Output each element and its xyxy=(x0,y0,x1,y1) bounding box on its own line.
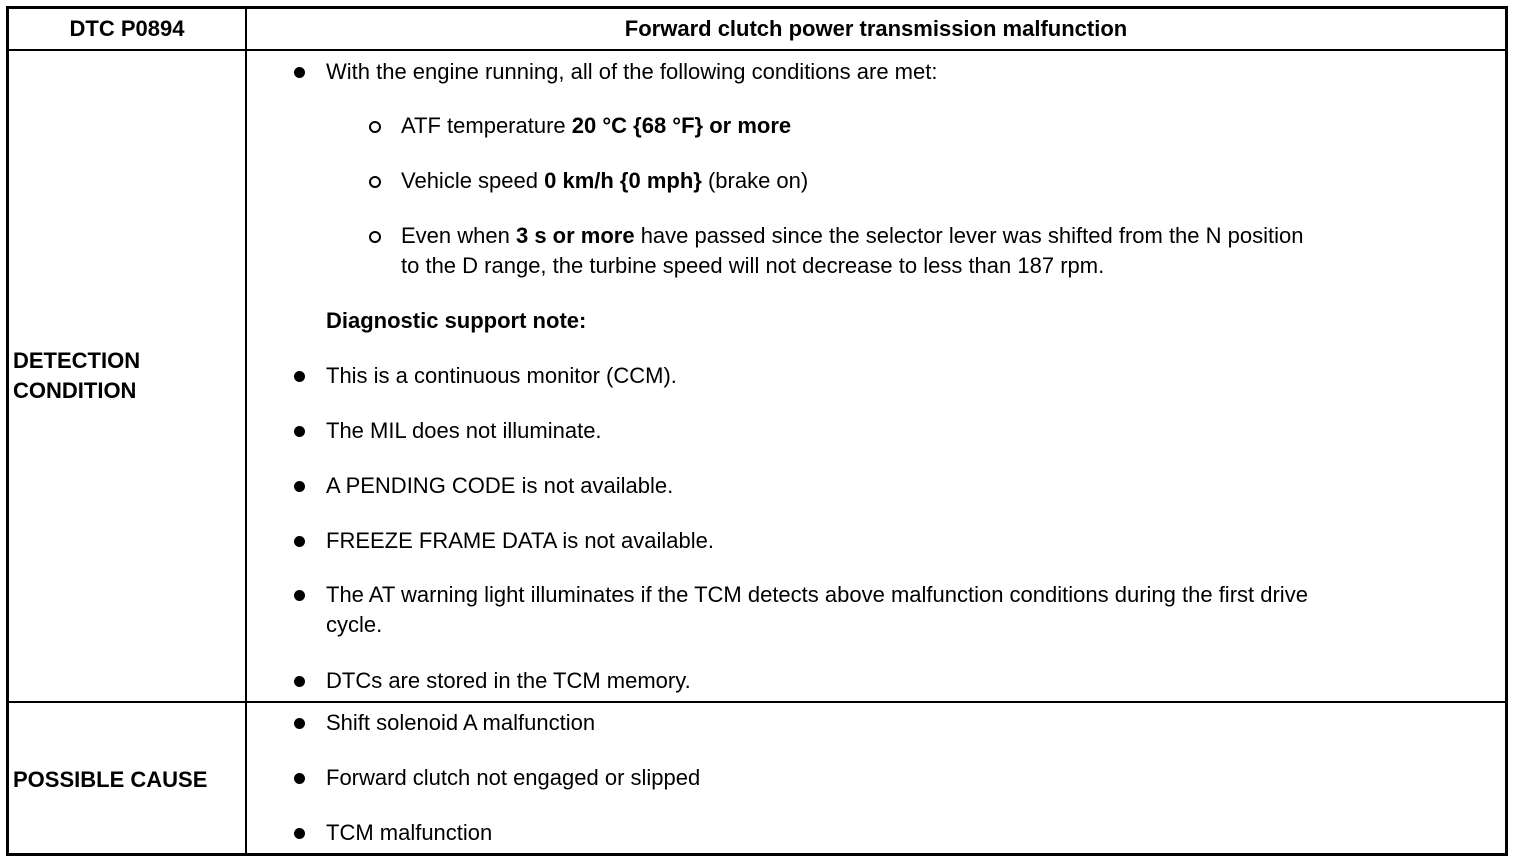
note-continuous-monitor: This is a continuous monitor (CCM). xyxy=(326,363,677,388)
note-freeze-frame: FREEZE FRAME DATA is not available. xyxy=(326,528,714,553)
cause-forward-clutch: Forward clutch not engaged or slipped xyxy=(326,765,701,790)
detection-label-line1: DETECTION xyxy=(13,348,141,373)
condition-atf-temperature: ATF temperature 20 °C {68 °F} or more xyxy=(401,113,792,138)
condition-turbine-speed: Even when 3 s or more have passed since the selector lever was shifted from the N position xyxy=(401,223,1304,248)
detection-intro: With the engine running, all of the following conditions are met: xyxy=(326,59,938,84)
circle-bullet-icon xyxy=(369,231,381,243)
note-pending-code: A PENDING CODE is not available. xyxy=(326,473,674,498)
note-dtcs-stored: DTCs are stored in the TCM memory. xyxy=(326,668,691,693)
dtc-description: Forward clutch power transmission malfunction xyxy=(624,16,1128,41)
dtc-code: DTC P0894 xyxy=(69,16,185,41)
bullet-icon xyxy=(294,773,305,784)
condition-turbine-speed-cont: to the D range, the turbine speed will not decrease to less than 187 rpm. xyxy=(401,253,1105,278)
bullet-icon xyxy=(294,828,305,839)
note-mil: The MIL does not illuminate. xyxy=(326,418,602,443)
note-at-warning-light-cont: cycle. xyxy=(326,612,383,637)
note-at-warning-light: The AT warning light illuminates if the TCM detects above malfunction conditions during the first drive xyxy=(326,582,1308,607)
detection-condition-label xyxy=(13,346,140,406)
bullet-icon xyxy=(294,67,305,78)
bullet-icon xyxy=(294,676,305,687)
column-divider xyxy=(245,9,247,853)
bullet-icon xyxy=(294,718,305,729)
bullet-icon xyxy=(294,481,305,492)
header-divider xyxy=(9,49,1505,51)
bullet-icon xyxy=(294,371,305,382)
support-note-heading: Diagnostic support note: xyxy=(326,308,587,333)
circle-bullet-icon xyxy=(369,121,381,133)
condition-vehicle-speed: Vehicle speed 0 km/h {0 mph} (brake on) xyxy=(401,168,809,193)
cause-tcm: TCM malfunction xyxy=(326,820,493,845)
bullet-icon xyxy=(294,590,305,601)
possible-cause-label: POSSIBLE CAUSE xyxy=(13,767,208,792)
row-divider xyxy=(9,701,1505,703)
cause-shift-solenoid: Shift solenoid A malfunction xyxy=(326,710,596,735)
circle-bullet-icon xyxy=(369,176,381,188)
bullet-icon xyxy=(294,536,305,547)
bullet-icon xyxy=(294,426,305,437)
detection-label-line2: CONDITION xyxy=(13,378,137,403)
